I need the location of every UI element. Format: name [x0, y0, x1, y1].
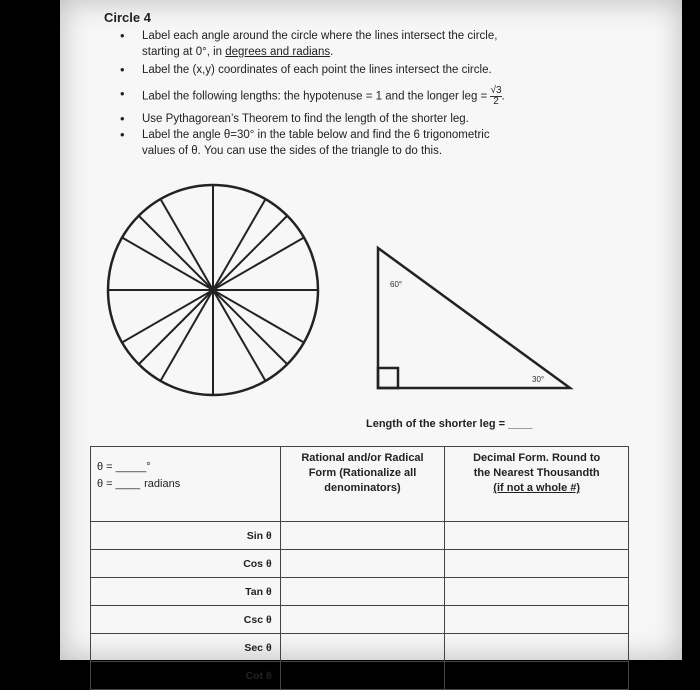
row-label-tan: Tan θ: [91, 578, 281, 606]
answer-cell[interactable]: [445, 522, 629, 550]
answer-cell[interactable]: [280, 522, 445, 550]
table-row: [91, 550, 629, 578]
rational-form-header: Rational and/or Radical Form (Rationalize all denominators): [280, 447, 445, 522]
decimal-form-header: Decimal Form. Round to the Nearest Thousandth (if not a whole #): [445, 447, 629, 522]
answer-cell[interactable]: [280, 606, 445, 634]
table-row: [91, 634, 629, 662]
worksheet-page: [60, 0, 682, 682]
table-header-row: [91, 447, 629, 522]
row-label-cot: Cot θ: [91, 662, 281, 690]
instruction-list: [100, 28, 600, 159]
unit-circle: [108, 185, 318, 395]
trig-table: [90, 446, 629, 690]
answer-cell[interactable]: [280, 550, 445, 578]
answer-cell[interactable]: [280, 578, 445, 606]
answer-cell[interactable]: [445, 662, 629, 690]
answer-cell[interactable]: [445, 578, 629, 606]
answer-cell[interactable]: [445, 550, 629, 578]
angle-30-label: 30°: [532, 375, 545, 384]
answer-cell[interactable]: [445, 634, 629, 662]
instruction-5: • Label the angle θ=30° in the table below and find the 6 trigonometric: [100, 127, 600, 143]
right-triangle: [378, 248, 570, 388]
instruction-4: • Use Pythagorean’s Theorem to find the length of the shorter leg.: [100, 111, 600, 127]
answer-cell[interactable]: [280, 634, 445, 662]
figures: [60, 170, 682, 410]
row-label-csc: Csc θ: [91, 606, 281, 634]
angle-60-label: 60°: [390, 280, 403, 289]
table-row: [91, 522, 629, 550]
row-label-cos: Cos θ: [91, 550, 281, 578]
theta-degrees: θ = _____°: [97, 461, 151, 473]
table-row: [91, 606, 629, 634]
row-label-sec: Sec θ: [91, 634, 281, 662]
longer-leg-fraction: $\frac{√3}{2}$: [490, 85, 502, 107]
answer-cell[interactable]: [445, 606, 629, 634]
instruction-3: • Label the following lengths: the hypotenuse = 1 and the longer leg = $\frac{√3}{2}$.: [100, 86, 600, 107]
instruction-1-cont: starting at 0°, in degrees and radians.: [142, 46, 334, 58]
instruction-1: • Label each angle around the circle where the lines intersect the circle,: [100, 28, 600, 44]
theta-cell: [91, 447, 281, 522]
table-row: [91, 578, 629, 606]
instruction-2: • Label the (x,y) coordinates of each point the lines intersect the circle.: [100, 62, 600, 78]
page-title: Circle 4: [104, 10, 151, 25]
table-row: [91, 662, 629, 690]
answer-cell[interactable]: [280, 662, 445, 690]
instruction-5-cont: values of θ. You can use the sides of the triangle to do this.: [142, 145, 443, 157]
theta-radians: θ = ____ radians: [97, 478, 181, 490]
row-label-sin: Sin θ: [91, 522, 281, 550]
shorter-leg-label: Length of the shorter leg = ____: [366, 418, 533, 430]
